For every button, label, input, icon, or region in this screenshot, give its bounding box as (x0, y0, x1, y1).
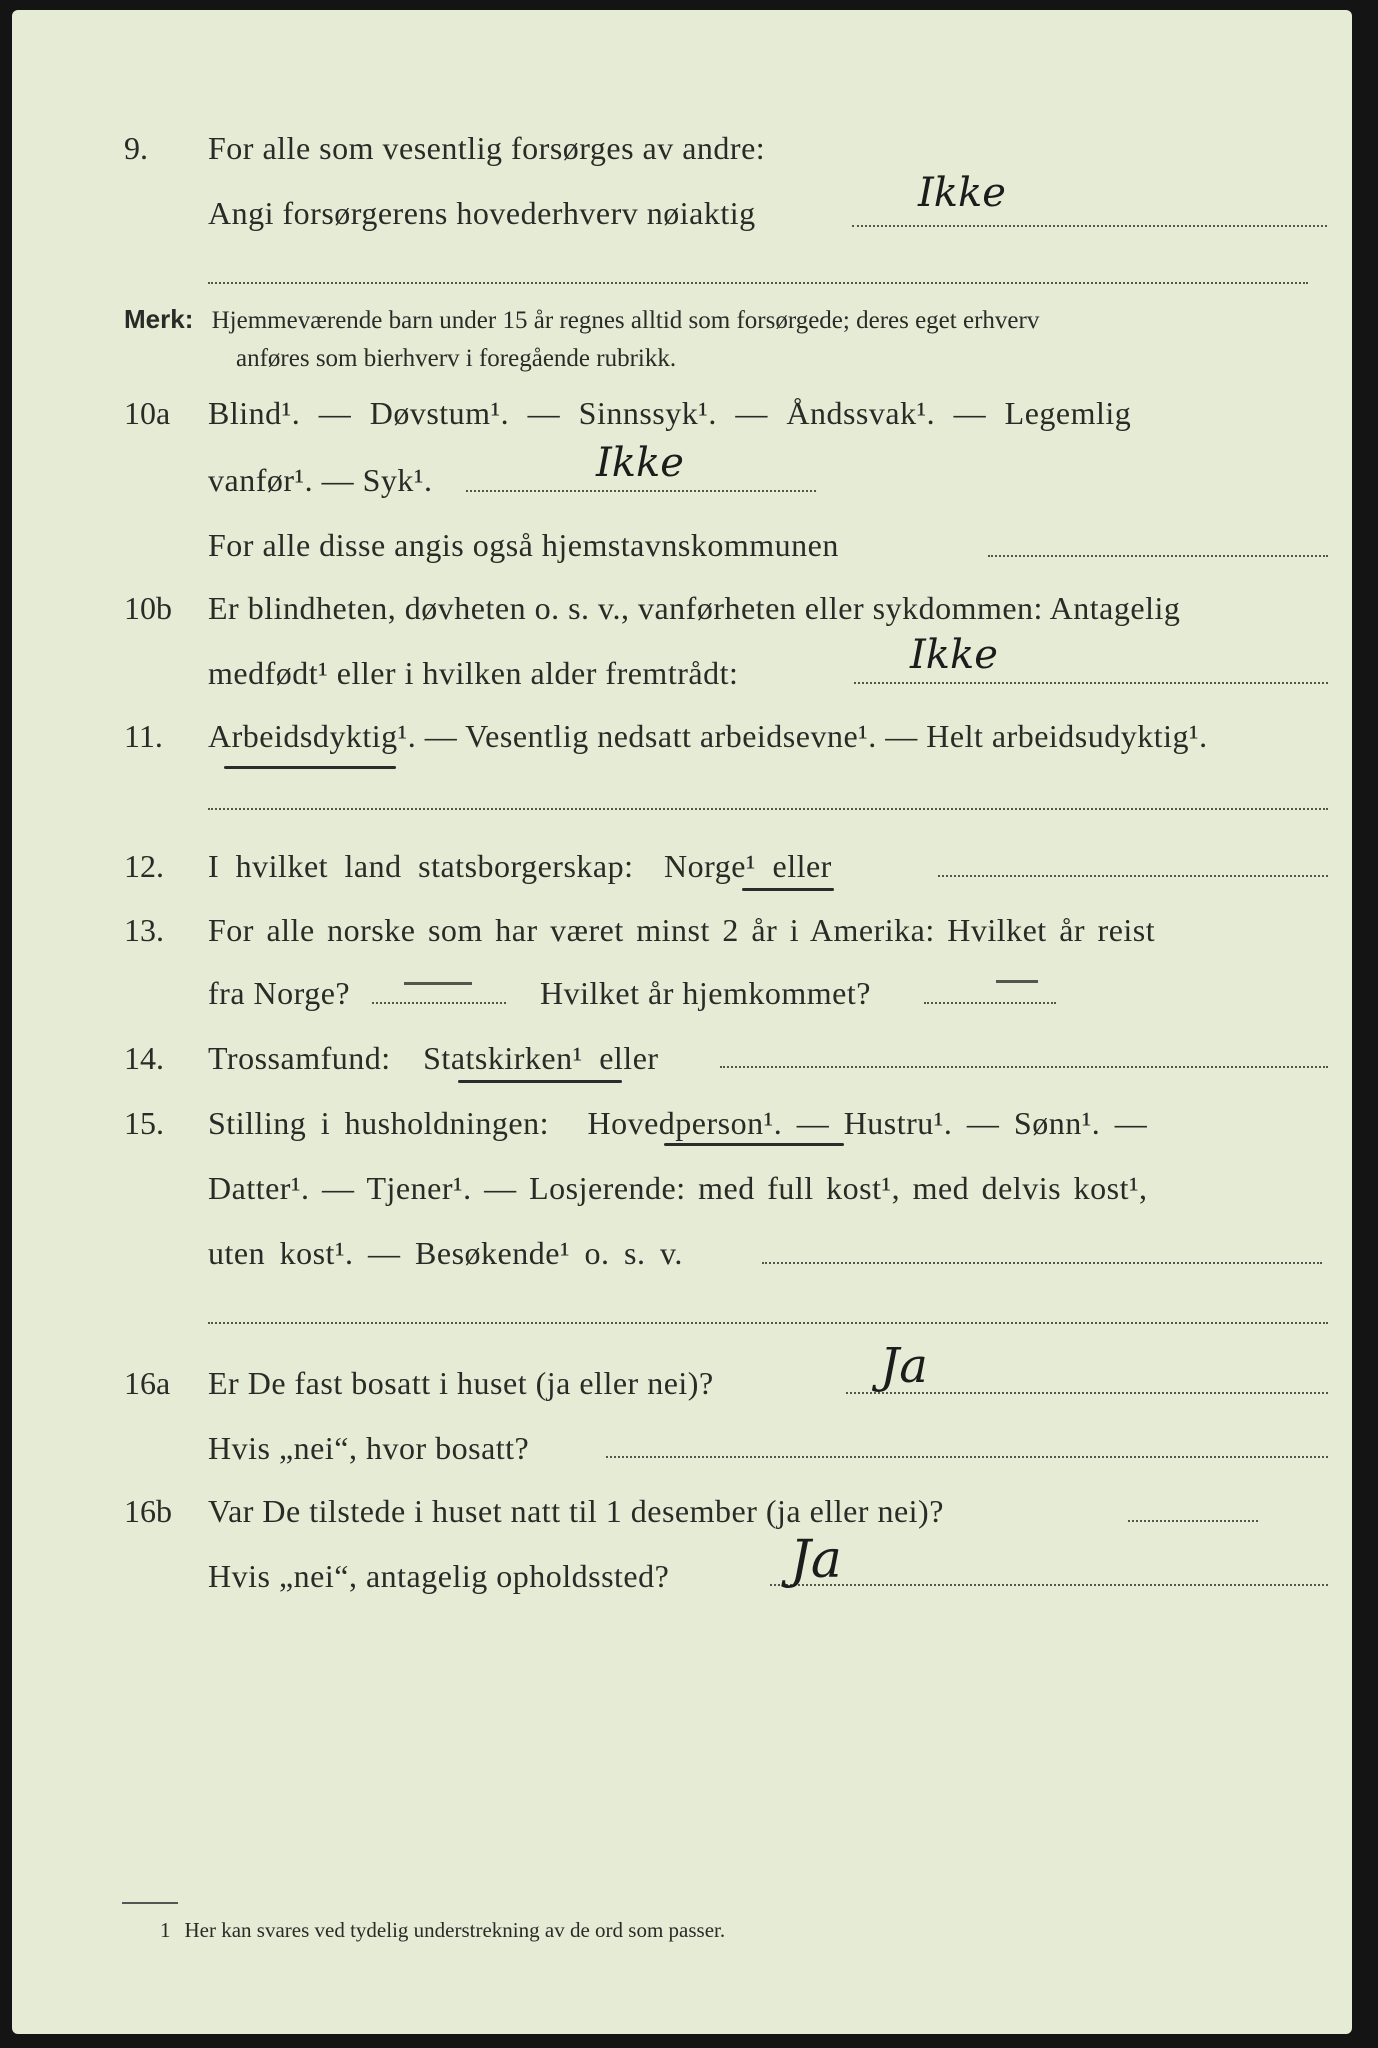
q13-return-field[interactable] (924, 1002, 1056, 1004)
q14-number: 14. (124, 1040, 164, 1076)
q9-handwritten-answer: Ikke (918, 170, 1006, 216)
q15-question-line3: uten kost¹. — Besøkende¹ o. s. v. (208, 1235, 683, 1271)
q15-extra-field[interactable] (208, 1322, 1328, 1324)
footnote (160, 1918, 725, 1943)
q16b-handwritten-answer: Ja (790, 1530, 842, 1590)
q12-number: 12. (124, 848, 164, 884)
q14-underline-mark (458, 1080, 622, 1083)
q10b-handwritten-answer: Ikke (910, 632, 998, 678)
q13-return-dash (996, 980, 1038, 983)
q12-question-text: I hvilket land statsborgerskap: (208, 848, 634, 884)
q16a-question-line2: Hvis „nei“, hvor bosatt? (208, 1430, 530, 1466)
q16b-question-line2: Hvis „nei“, antagelig opholdssted? (208, 1558, 670, 1594)
q11-question-line1: Arbeidsdyktig¹. — Vesentlig nedsatt arbeidsevne¹. — Helt arbeidsudyktig¹. (208, 718, 1208, 754)
q12-answer-field[interactable] (938, 875, 1328, 877)
q10b-number: 10b (124, 590, 172, 626)
q13-departure-field[interactable] (372, 1002, 506, 1004)
q9-answer-field[interactable] (852, 225, 1327, 227)
q15-question-line2: Datter¹. — Tjener¹. — Losjerende: med full kost¹, med delvis kost¹, (208, 1170, 1148, 1206)
q11-underline-mark (224, 766, 396, 769)
q16b-question-line1: Var De tilstede i huset natt til 1 desember (ja eller nei)? (208, 1493, 944, 1529)
q14-rest: eller (599, 1040, 659, 1076)
q13-question-line2b: Hvilket år hjemkommet? (540, 975, 871, 1011)
q15-question-line1 (208, 1105, 1147, 1142)
q13-question-line2a: fra Norge? (208, 975, 351, 1011)
q10b-question-line1: Er blindheten, døvheten o. s. v., vanførheten eller sykdommen: Antagelig (208, 590, 1181, 626)
q13-question-line1: For alle norske som har været minst 2 år i Amerika: Hvilket år reist (208, 912, 1156, 948)
q15-number: 15. (124, 1105, 164, 1141)
q14-choice: Statskirken¹ (423, 1040, 583, 1076)
merk-line1: Hjemmeværende barn under 15 år regnes alltid som forsørgede; deres eget erhverv (211, 307, 1040, 334)
q14-answer-field[interactable] (720, 1066, 1328, 1068)
q13-departure-dash (404, 982, 472, 985)
q15-line1-rest: . — Hustru¹. — Sønn¹. — (773, 1105, 1148, 1141)
q11-answer-field[interactable] (208, 808, 1328, 810)
q9-question-line1: For alle som vesentlig forsørges av andre: (208, 130, 766, 166)
q12-rest: eller (772, 848, 832, 884)
q10a-answer-field[interactable] (466, 490, 816, 492)
q16a-residence-field[interactable] (606, 1456, 1328, 1458)
q16a-question-line1: Er De fast bosatt i huset (ja eller nei)? (208, 1365, 714, 1401)
q9-question-line2: Angi forsørgerens hovederhverv nøiaktig (208, 195, 756, 231)
q14-question (208, 1040, 659, 1077)
merk-label: Merk: (124, 304, 194, 334)
q16b-number: 16b (124, 1493, 172, 1529)
q15-answer-field[interactable] (762, 1262, 1322, 1264)
q10a-number: 10a (124, 395, 171, 431)
merk-note (124, 300, 1039, 378)
q11-number: 11. (124, 718, 163, 754)
q10a-hometown-field[interactable] (988, 555, 1328, 557)
q16b-location-field[interactable] (770, 1584, 1328, 1586)
q16b-answer-field[interactable] (1128, 1520, 1258, 1522)
q10a-question-line1: Blind¹. — Døvstum¹. — Sinnssyk¹. — Åndssvak¹. — Legemlig (208, 395, 1132, 431)
q15-choice: Hovedperson¹ (587, 1105, 774, 1141)
q12-question (208, 848, 832, 885)
q15-underline-mark (664, 1143, 844, 1146)
footnote-mark: 1 (160, 1918, 171, 1942)
q10a-question-line3: For alle disse angis også hjemstavnskommunen (208, 527, 839, 563)
q10b-answer-field[interactable] (854, 682, 1328, 684)
q16a-number: 16a (124, 1365, 171, 1401)
q14-label: Trossamfund: (208, 1040, 391, 1076)
q15-label: Stilling i husholdningen: (208, 1105, 549, 1141)
q9-number: 9. (124, 130, 148, 166)
footnote-text: Her kan svares ved tydelig understrekning av de ord som passer. (184, 1918, 726, 1942)
merk-line2: anføres som bierhverv i foregående rubrikk. (236, 345, 677, 372)
q13-number: 13. (124, 912, 164, 948)
q10b-question-line2: medfødt¹ eller i hvilken alder fremtrådt: (208, 655, 739, 691)
q10a-handwritten-answer: Ikke (596, 440, 684, 486)
footnote-rule (122, 1902, 178, 1904)
q9-extra-field[interactable] (208, 282, 1308, 284)
q12-underline-mark (742, 888, 834, 891)
q10a-question-line2: vanfør¹. — Syk¹. (208, 462, 433, 498)
q12-choice: Norge¹ (664, 848, 756, 884)
q16a-handwritten-answer: Ja (880, 1338, 928, 1394)
